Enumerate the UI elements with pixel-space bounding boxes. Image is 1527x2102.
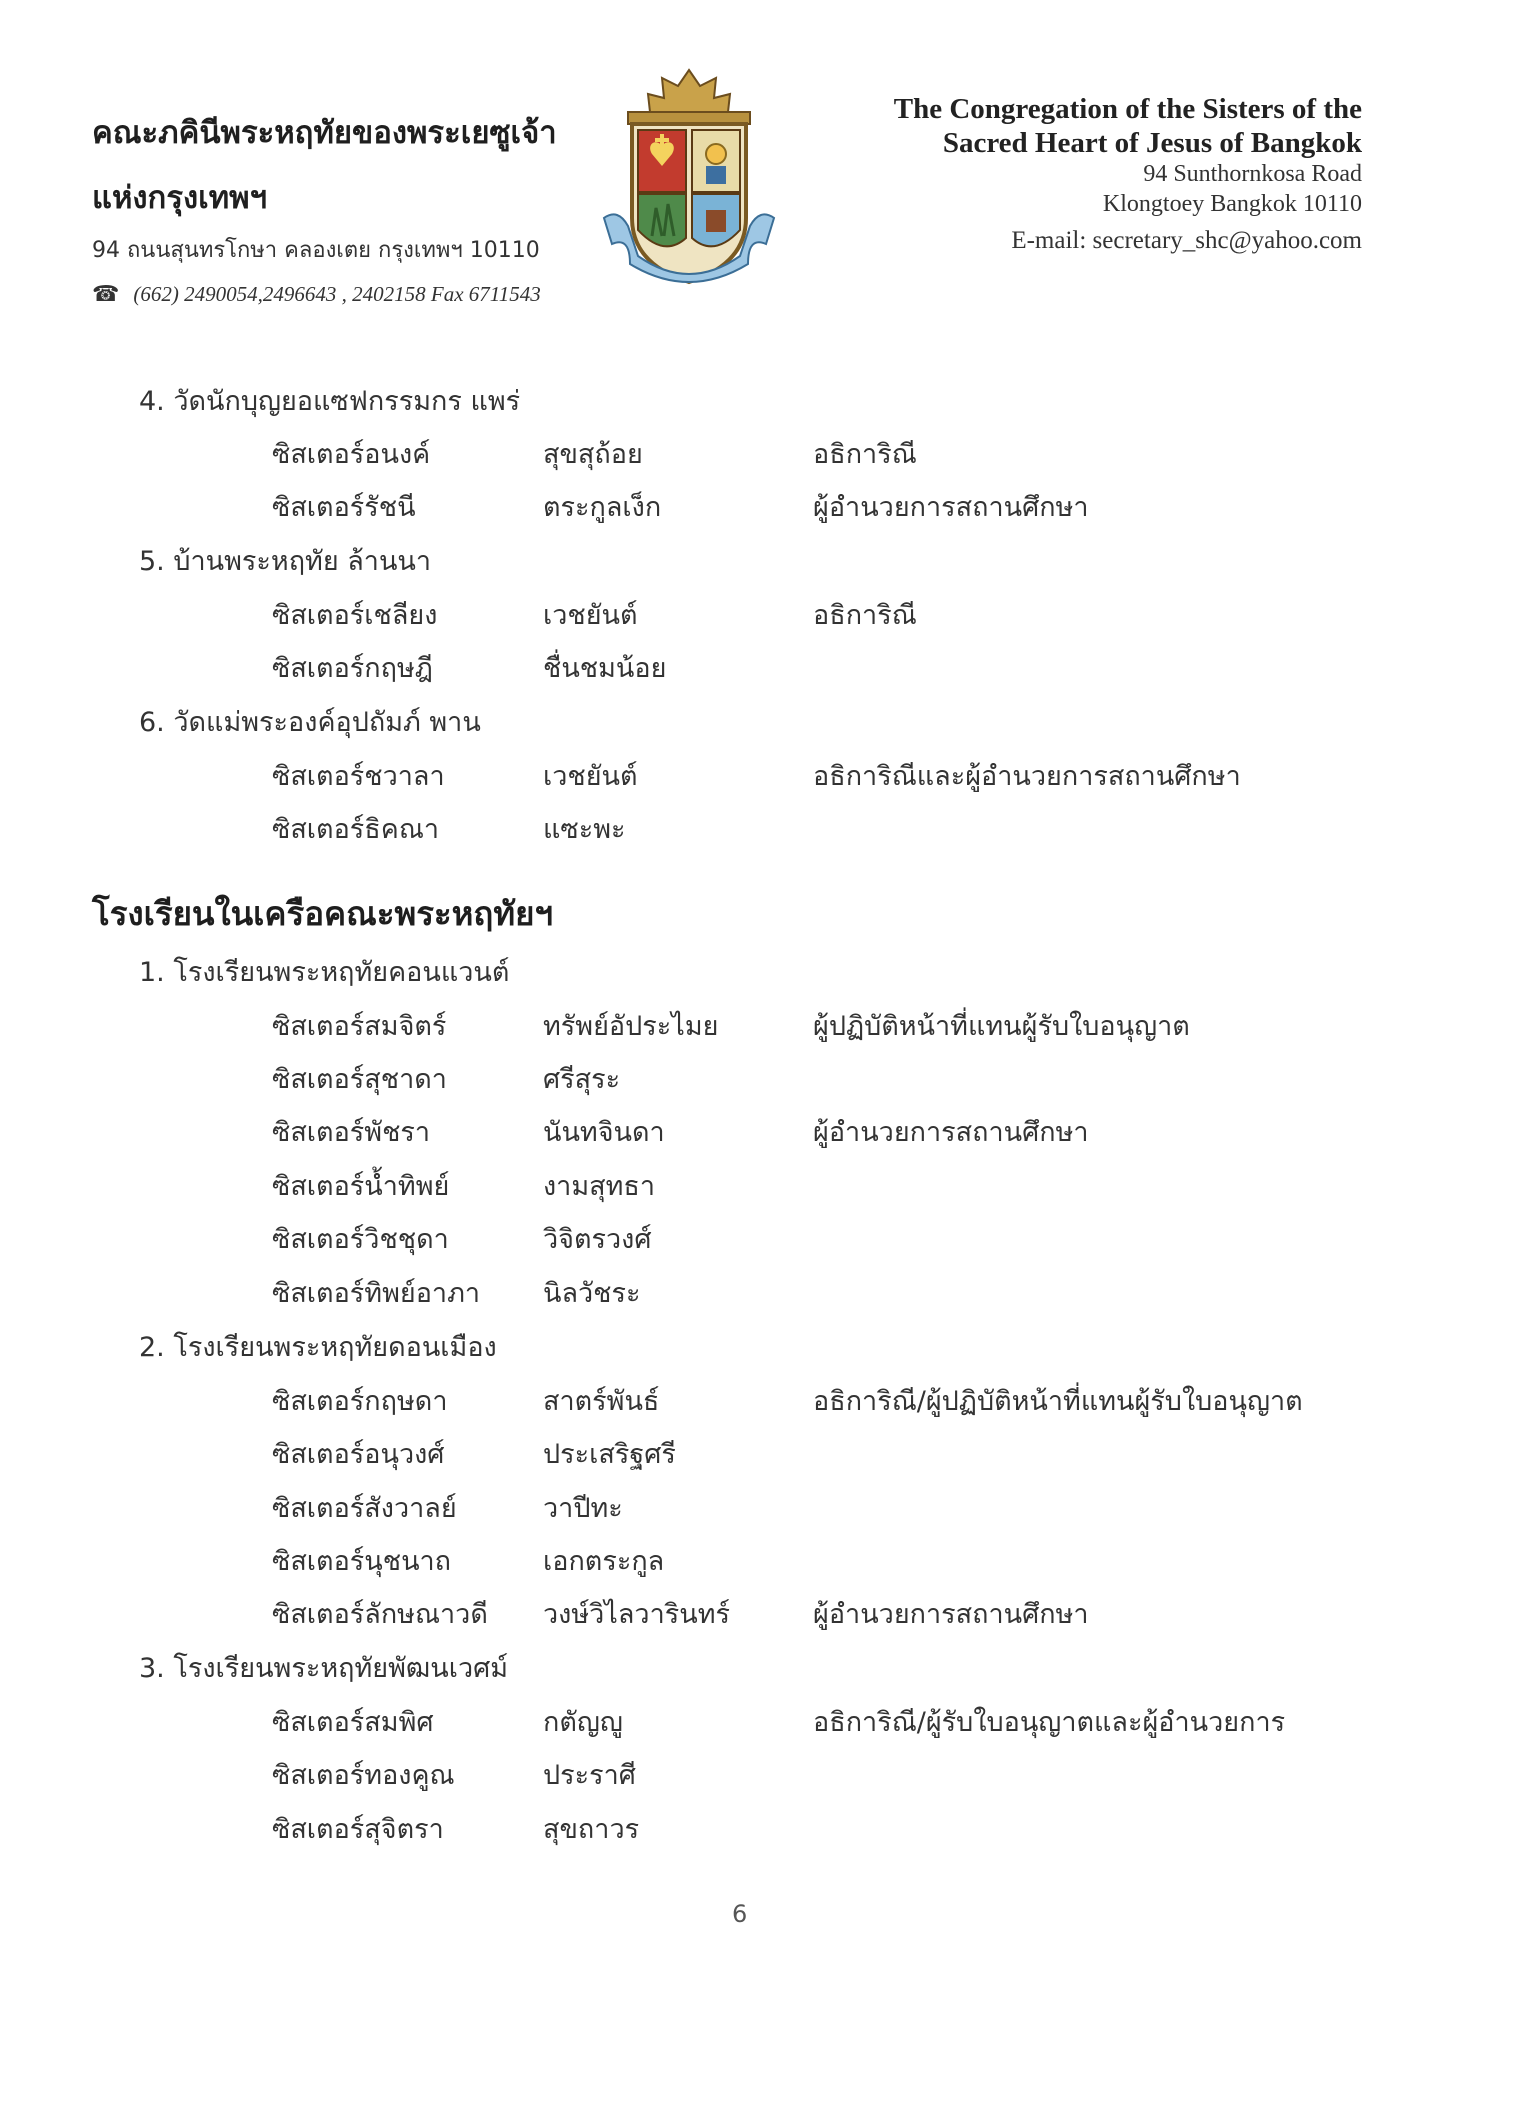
- address-thai: 94 ถนนสุนทรโกษา คลองเตย กรุงเทพฯ 10110: [92, 238, 540, 263]
- member-row: [0, 1217, 1527, 1257]
- member-first-name: ซิสเตอร์ลักษณาวดี: [272, 1599, 488, 1630]
- member-last-name: ทรัพย์อัประไมย: [543, 1011, 719, 1042]
- group-heading: 2. โรงเรียนพระหฤทัยดอนเมือง: [139, 1332, 497, 1363]
- org-name-thai-line2: แห่งกรุงเทพฯ: [92, 180, 267, 216]
- group-heading: 1. โรงเรียนพระหฤทัยคอนแวนต์: [139, 957, 510, 988]
- member-last-name: ประราศี: [543, 1760, 636, 1791]
- member-last-name: เอกตระกูล: [543, 1546, 665, 1577]
- member-first-name: ซิสเตอร์รัชนี: [272, 492, 416, 523]
- member-first-name: ซิสเตอร์ทิพย์อาภา: [272, 1278, 481, 1309]
- member-first-name: ซิสเตอร์สุชาดา: [272, 1064, 447, 1095]
- congregation-crest-logo: [598, 68, 780, 296]
- member-last-name: ชื่นชมน้อย: [543, 653, 667, 684]
- member-last-name: แซะพะ: [543, 814, 626, 845]
- member-first-name: ซิสเตอร์ทองคูณ: [272, 1760, 455, 1791]
- member-row: [0, 1164, 1527, 1204]
- member-last-name: สุขถาวร: [543, 1814, 640, 1845]
- address-english-line2: Klongtoey Bangkok 10110: [1102, 191, 1362, 217]
- member-role: อธิการิณี/ผู้รับใบอนุญาตและผู้อำนวยการ: [813, 1707, 1286, 1738]
- email-line: E-mail: secretary_shc@yahoo.com: [1011, 227, 1362, 254]
- member-last-name: กตัญญู: [543, 1707, 623, 1738]
- member-last-name: วาปีทะ: [543, 1493, 623, 1524]
- section-title: โรงเรียนในเครือคณะพระหฤทัยฯ: [92, 894, 554, 933]
- member-first-name: ซิสเตอร์ชวาลา: [272, 761, 445, 792]
- member-first-name: ซิสเตอร์สมพิศ: [272, 1707, 434, 1738]
- member-row: [0, 593, 1527, 633]
- member-row: [0, 807, 1527, 847]
- member-last-name: นันทจินดา: [543, 1117, 665, 1148]
- member-last-name: เวชยันต์: [543, 600, 638, 631]
- group-heading: 6. วัดแม่พระองค์อุปถัมภ์ พาน: [139, 707, 481, 738]
- org-name-thai: คณะภคินีพระหฤทัยของพระเยซูเจ้า: [92, 115, 557, 151]
- member-row: [0, 1432, 1527, 1472]
- member-last-name: วงษ์วิไลวารินทร์: [543, 1599, 731, 1630]
- member-first-name: ซิสเตอร์สังวาลย์: [272, 1493, 457, 1524]
- member-last-name: งามสุทธา: [543, 1171, 656, 1202]
- member-row: [0, 646, 1527, 686]
- member-last-name: นิลวัชระ: [543, 1278, 641, 1309]
- member-last-name: สาตร์พันธ์: [543, 1386, 660, 1417]
- member-row: [0, 485, 1527, 525]
- member-first-name: ซิสเตอร์ธิคณา: [272, 814, 440, 845]
- member-row: [0, 1753, 1527, 1793]
- member-last-name: ศรีสุระ: [543, 1064, 621, 1095]
- member-first-name: ซิสเตอร์อนงค์: [272, 439, 431, 470]
- page-number: 6: [732, 1900, 748, 1928]
- member-role: ผู้อำนวยการสถานศึกษา: [813, 1117, 1089, 1148]
- member-row: [0, 754, 1527, 794]
- group-heading: 4. วัดนักบุญยอแซฟกรรมกร แพร่: [139, 386, 521, 417]
- member-first-name: ซิสเตอร์สมจิตร์: [272, 1011, 447, 1042]
- member-first-name: ซิสเตอร์นุชนาถ: [272, 1546, 452, 1577]
- member-row: [0, 1057, 1527, 1097]
- member-role: อธิการิณีและผู้อำนวยการสถานศึกษา: [813, 761, 1241, 792]
- member-row: [0, 432, 1527, 472]
- member-row: [0, 1807, 1527, 1847]
- member-first-name: ซิสเตอร์วิชชุดา: [272, 1224, 449, 1255]
- member-last-name: วิจิตรวงศ์: [543, 1224, 652, 1255]
- group-heading: 3. โรงเรียนพระหฤทัยพัฒนเวศม์: [139, 1653, 509, 1684]
- member-first-name: ซิสเตอร์น้ำทิพย์: [272, 1171, 450, 1202]
- member-role: ผู้อำนวยการสถานศึกษา: [813, 1599, 1089, 1630]
- member-row: [0, 1110, 1527, 1150]
- member-row: [0, 1379, 1527, 1419]
- group-heading: 5. บ้านพระหฤทัย ล้านนา: [139, 546, 432, 577]
- member-first-name: ซิสเตอร์พัชรา: [272, 1117, 431, 1148]
- phone-line: [92, 281, 541, 307]
- member-last-name: เวชยันต์: [543, 761, 638, 792]
- member-role: อธิการิณี: [813, 439, 917, 470]
- member-role: ผู้อำนวยการสถานศึกษา: [813, 492, 1089, 523]
- member-row: [0, 1271, 1527, 1311]
- org-name-english-line1: The Congregation of the Sisters of the: [893, 93, 1362, 125]
- member-row: [0, 1004, 1527, 1044]
- address-english-line1: 94 Sunthornkosa Road: [1143, 161, 1362, 187]
- member-row: [0, 1486, 1527, 1526]
- member-first-name: ซิสเตอร์กฤษฎี: [272, 653, 433, 684]
- member-last-name: ตระกูลเง็ก: [543, 492, 662, 523]
- member-last-name: สุขสุถ้อย: [543, 439, 643, 470]
- member-role: อธิการิณี: [813, 600, 917, 631]
- member-first-name: ซิสเตอร์อนุวงศ์: [272, 1439, 445, 1470]
- member-role: อธิการิณี/ผู้ปฏิบัติหน้าที่แทนผู้รับใบอนุญาต: [813, 1386, 1303, 1417]
- member-last-name: ประเสริฐศรี: [543, 1439, 676, 1470]
- member-first-name: ซิสเตอร์สุจิตรา: [272, 1814, 444, 1845]
- member-first-name: ซิสเตอร์เชลียง: [272, 600, 438, 631]
- member-first-name: ซิสเตอร์กฤษดา: [272, 1386, 448, 1417]
- telephone-icon: ☎: [92, 281, 120, 306]
- phone-numbers: (662) 2490054,2496643 , 2402158 Fax 6711543: [133, 282, 541, 306]
- member-row: [0, 1700, 1527, 1740]
- member-role: ผู้ปฏิบัติหน้าที่แทนผู้รับใบอนุญาต: [813, 1011, 1190, 1042]
- member-row: [0, 1592, 1527, 1632]
- member-row: [0, 1539, 1527, 1579]
- org-name-english-line2: Sacred Heart of Jesus of Bangkok: [942, 127, 1362, 159]
